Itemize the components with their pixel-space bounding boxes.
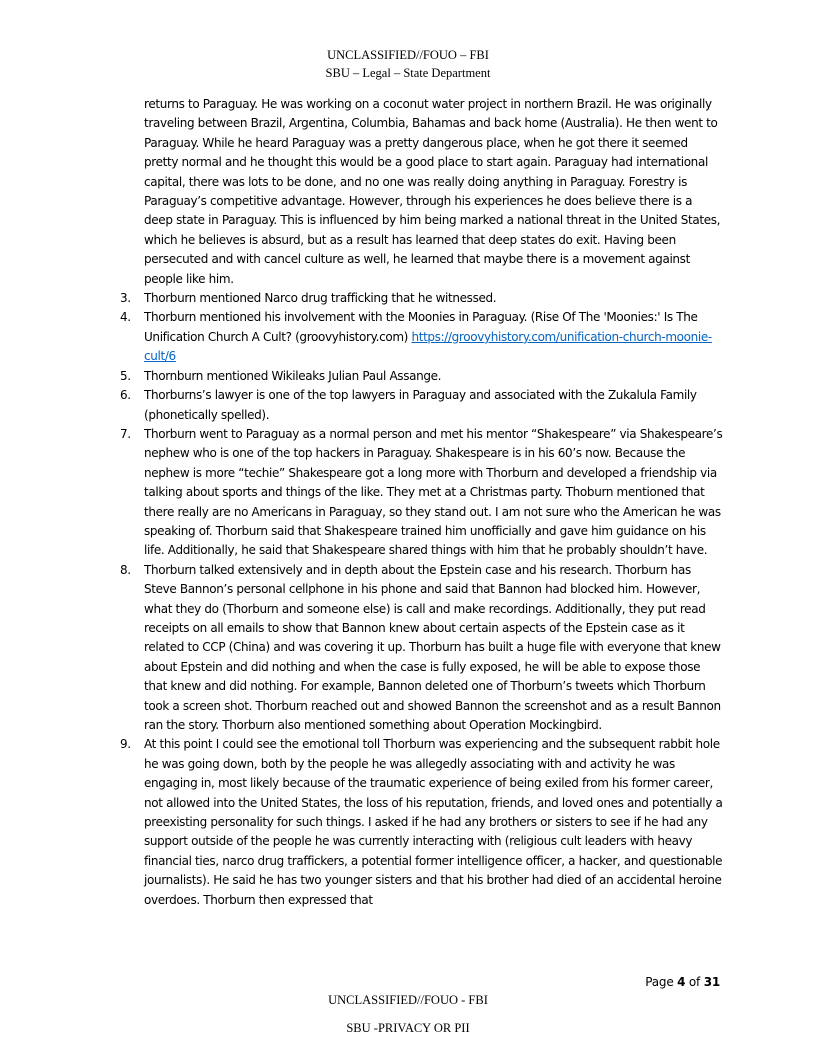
page-total: 31 xyxy=(703,975,720,989)
list-item xyxy=(110,289,724,308)
page-number xyxy=(645,975,720,989)
footer-classification: UNCLASSIFIED//FOUO - FBI xyxy=(328,993,488,1007)
list-item-number: 7. xyxy=(120,426,131,441)
page-of: of xyxy=(685,975,704,989)
list-item xyxy=(110,561,724,736)
list-item xyxy=(110,735,724,910)
list-item-text: Thorburn talked extensively and in depth about the Epstein case and his research. Thorburn has Steve Bannon’s personal cellphone in his phone and said that Bannon had blocked him. However, what they do (Thorburn and someone else) is call and make recordings. Additionally, they put read receipts on all emails to show that Bannon knew about certain aspects of the Epstein case as it related to CCP (China) and was covering it up. Thorburn has built a huge file with everyone that knew about Epstein and did nothing and when the case is fully exposed, he will be able to expose those that knew and did nothing. For example, Bannon deleted one of Thorburn’s tweets which Thorburn took a screen shot. Thorburn reached out and showed Bannon the screenshot and as a result Bannon ran the story. Thorburn also mentioned something about Operation Mockingbird. xyxy=(144,562,721,732)
footer-privacy: SBU -PRIVACY OR PII xyxy=(346,1021,470,1035)
list-item-number: 6. xyxy=(120,388,131,403)
list-item-text: Thornburn mentioned Wikileaks Julian Paul Assange. xyxy=(144,368,442,383)
list-item-text: Thorburn mentioned his involvement with the Moonies in Paraguay. (Rise Of The 'Moonies:' Is The Unification Church A Cult? (groovyhistory.com) xyxy=(144,310,698,344)
list-item-number: 3. xyxy=(120,291,131,306)
list-item-number: 4. xyxy=(120,310,131,325)
header-classification: UNCLASSIFIED//FOUO – FBI xyxy=(327,48,489,62)
list-item-number: 5. xyxy=(120,368,131,383)
document-body xyxy=(110,95,724,910)
page-prefix: Page xyxy=(645,975,678,989)
list-item xyxy=(110,386,724,425)
list-item-number: 8. xyxy=(120,562,131,577)
groovyhistory-link[interactable]: https://groovyhistory.com/unification-church-moonie-cult/6 xyxy=(144,329,712,364)
list-item-text: Thorburn went to Paraguay as a normal person and met his mentor “Shakespeare” via Shakespeare’s nephew who is one of the top hackers in Paraguay. Shakespeare is in his 60’s now. Because the nephew is more “techie” Shakespeare got a long more with Thorburn and developed a friendship via talking about sports and things of the like. They met at a Christmas party. Thoburn mentioned that there really are no Americans in Paraguay, so they stand out. I am not sure who the American he was speaking of. Thorburn said that Shakespeare trained him unofficially and gave him guidance on his life. Additionally, he said that Shakespeare shared things with him that he probably shouldn’t have. xyxy=(144,426,723,558)
list-item xyxy=(110,367,724,386)
list-item xyxy=(110,308,724,366)
list-item xyxy=(110,425,724,561)
list-item-text: Thorburns’s lawyer is one of the top lawyers in Paraguay and associated with the Zukalula Family (phonetically spelled). xyxy=(144,388,697,422)
continuation-paragraph: returns to Paraguay. He was working on a coconut water project in northern Brazil. He was originally traveling between Brazil, Argentina, Columbia, Bahamas and back home (Australia). He then went to Paraguay. While he heard Paraguay was a pretty dangerous place, when he got there it seemed pretty normal and he thought this would be a good place to start again. Paraguay had international capital, there was lots to be done, and no one was really doing anything in Paraguay. Forestry is Paraguay’s competitive advantage. However, through his experiences he does believe there is a deep state in Paraguay. This is influenced by him being marked a national threat in the United States, which he believes is absurd, but as a result has learned that deep states do exit. Having been persecuted and with cancel culture as well, he learned that maybe there is a movement against people like him. xyxy=(144,97,721,286)
list-item-number: 9. xyxy=(120,737,131,752)
list-item-text: At this point I could see the emotional toll Thorburn was experiencing and the subsequent rabbit hole he was going down, both by the people he was allegedly associating with and activity he was engaging in, most likely because of the traumatic experience of being exiled from his former career, not allowed into the United States, the loss of his reputation, friends, and loved ones and potentially a preexisting personality for such things. I asked if he had any brothers or sisters to see if he had any support outside of the people he was currently interacting with (religious cult leaders with heavy financial ties, narco drug traffickers, a potential former intelligence officer, a hacker, and questionable journalists). He said he has two younger sisters and that his brother had died of an accidental heroine overdoes. Thorburn then expressed that xyxy=(144,737,723,907)
list-item-text: Thorburn mentioned Narco drug trafficking that he witnessed. xyxy=(144,291,497,306)
page-current: 4 xyxy=(677,975,686,989)
header-handling: SBU – Legal – State Department xyxy=(325,66,491,80)
document-header xyxy=(0,46,816,82)
